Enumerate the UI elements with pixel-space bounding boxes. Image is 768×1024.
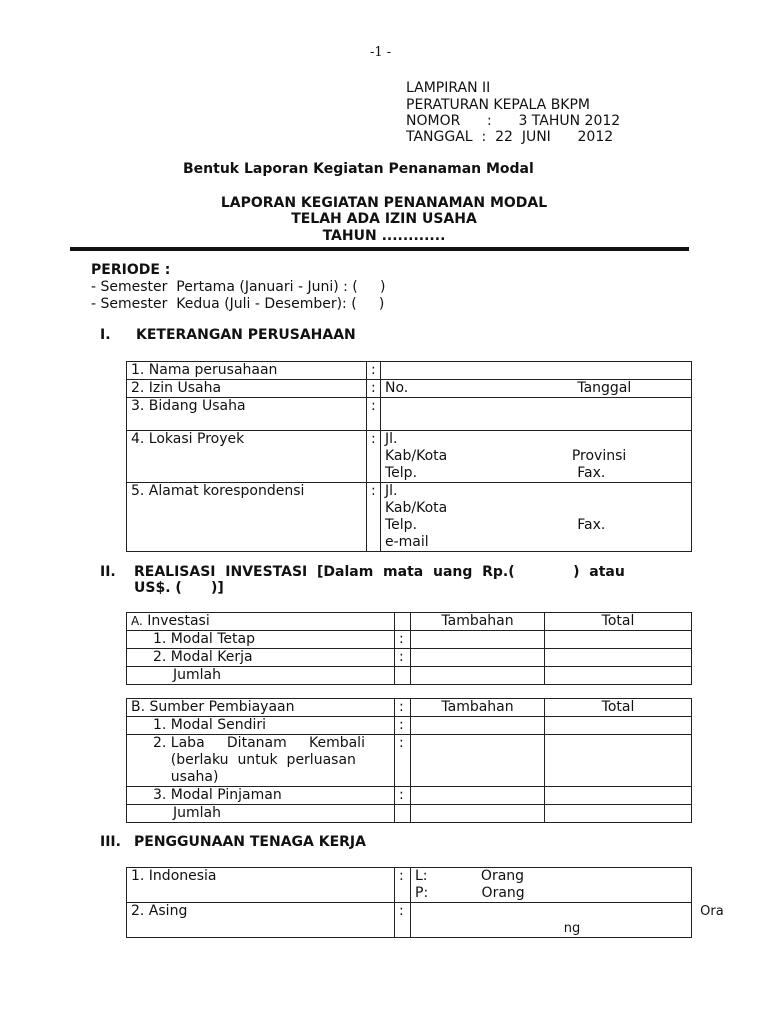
- modal-tetap-label: 1. Modal Tetap: [127, 631, 395, 649]
- colon: :: [395, 787, 411, 805]
- title-divider: [70, 247, 689, 251]
- table-row: [127, 787, 692, 805]
- modal-pinjaman-label: 3. Modal Pinjaman: [127, 787, 395, 805]
- section1-number: I.: [100, 327, 111, 343]
- colon: :: [367, 431, 381, 483]
- jumlah-label: Jumlah: [127, 667, 395, 685]
- empty-cell: [545, 717, 692, 735]
- table-row: [127, 613, 692, 631]
- empty-cell: [545, 735, 692, 787]
- report-title-line2: TELAH ADA IZIN USAHA: [291, 211, 477, 227]
- investasi-table: [126, 612, 692, 685]
- empty-cell: [545, 805, 692, 823]
- empty-cell: [395, 667, 411, 685]
- col-tambahan: Tambahan: [411, 613, 545, 631]
- laba-ditanam-label: 2. Laba Ditanam Kembali (berlaku untuk perluasan usaha): [127, 735, 395, 787]
- lampiran-line: LAMPIRAN II: [406, 80, 491, 96]
- col-tambahan: Tambahan: [411, 699, 545, 717]
- col-total: Total: [545, 613, 692, 631]
- empty-cell: [411, 805, 545, 823]
- tenaga-kerja-table: [126, 867, 724, 938]
- peraturan-line: PERATURAN KEPALA BKPM: [406, 97, 591, 113]
- table-row: [127, 362, 692, 380]
- sumber-pembiayaan-table: [126, 698, 692, 823]
- indonesia-label: 1. Indonesia: [127, 868, 395, 903]
- empty-cell: [545, 649, 692, 667]
- modal-sendiri-label: 1. Modal Sendiri: [127, 717, 395, 735]
- investasi-prefix: A.: [131, 614, 143, 628]
- asing-value: Ora ng: [411, 903, 692, 938]
- empty-cell: [395, 805, 411, 823]
- modal-kerja-label: 2. Modal Kerja: [127, 649, 395, 667]
- izin-usaha-label: 2. Izin Usaha: [127, 380, 367, 398]
- report-title-line3: TAHUN ............: [322, 228, 446, 244]
- colon: :: [395, 649, 411, 667]
- colon: :: [395, 735, 411, 787]
- table-row: [127, 805, 692, 823]
- bidang-usaha-label: 3. Bidang Usaha: [127, 398, 367, 431]
- table-row: [127, 483, 692, 552]
- table-row: [127, 380, 692, 398]
- empty-cell: [411, 667, 545, 685]
- jumlah-label: Jumlah: [127, 805, 395, 823]
- colon: :: [395, 717, 411, 735]
- indonesia-value: L: Orang P: Orang: [411, 868, 692, 903]
- alamat-value: Jl. Kab/Kota Telp. Fax. e-mail: [381, 483, 692, 552]
- empty-cell: [545, 631, 692, 649]
- investasi-header: [127, 613, 395, 631]
- table-row: [127, 699, 692, 717]
- colon: :: [395, 631, 411, 649]
- table-row: [127, 717, 692, 735]
- empty-cell: [545, 667, 692, 685]
- table-row: [127, 868, 692, 903]
- section2-title-line2: US$. ( )]: [134, 580, 224, 596]
- section3-title: PENGGUNAAN TENAGA KERJA: [134, 834, 366, 850]
- empty-cell: [411, 631, 545, 649]
- empty-cell: [411, 717, 545, 735]
- lokasi-proyek-label: 4. Lokasi Proyek: [127, 431, 367, 483]
- empty-cell: [411, 649, 545, 667]
- colon: :: [367, 398, 381, 431]
- periode-label: PERIODE :: [91, 262, 171, 278]
- asing-label: 2. Asing: [127, 903, 395, 938]
- semester-pertama: - Semester Pertama (Januari - Juni) : ( ): [91, 279, 386, 295]
- empty-cell: [411, 735, 545, 787]
- investasi-label: Investasi: [147, 613, 210, 629]
- colon: :: [367, 483, 381, 552]
- nama-perusahaan-label: 1. Nama perusahaan: [127, 362, 367, 380]
- tanggal-line: TANGGAL : 22 JUNI 2012: [406, 129, 614, 145]
- colon: :: [395, 903, 411, 938]
- section3-number: III.: [100, 834, 121, 850]
- section1-title: KETERANGAN PERUSAHAAN: [136, 327, 356, 343]
- table-row: [127, 667, 692, 685]
- report-title-line1: LAPORAN KEGIATAN PENANAMAN MODAL: [220, 195, 548, 211]
- company-info-table: [126, 361, 692, 552]
- bidang-usaha-value: [381, 398, 692, 431]
- table-row: [127, 431, 692, 483]
- table-row: [127, 735, 692, 787]
- alamat-label: 5. Alamat korespondensi: [127, 483, 367, 552]
- page-number: -1 -: [370, 45, 392, 60]
- colon: :: [395, 868, 411, 903]
- sumber-header: B. Sumber Pembiayaan: [127, 699, 395, 717]
- colon: :: [395, 699, 411, 717]
- table-row: [127, 903, 692, 938]
- empty-cell: [545, 787, 692, 805]
- nama-perusahaan-value: [381, 362, 692, 380]
- section2-number: II.: [100, 564, 116, 580]
- izin-usaha-value: No. Tanggal: [381, 380, 692, 398]
- table-row: [127, 398, 692, 431]
- colon: :: [367, 380, 381, 398]
- semester-kedua: - Semester Kedua (Juli - Desember): ( ): [91, 296, 385, 312]
- empty-cell: [411, 787, 545, 805]
- table-row: [127, 649, 692, 667]
- empty-cell: [395, 613, 411, 631]
- colon: :: [367, 362, 381, 380]
- table-row: [127, 631, 692, 649]
- col-total: Total: [545, 699, 692, 717]
- form-title: Bentuk Laporan Kegiatan Penanaman Modal: [183, 161, 534, 177]
- section2-title-line1: REALISASI INVESTASI [Dalam mata uang Rp.( ) atau: [134, 564, 625, 580]
- lokasi-proyek-value: Jl. Kab/Kota Provinsi Telp. Fax.: [381, 431, 692, 483]
- nomor-line: NOMOR : 3 TAHUN 2012: [406, 113, 621, 129]
